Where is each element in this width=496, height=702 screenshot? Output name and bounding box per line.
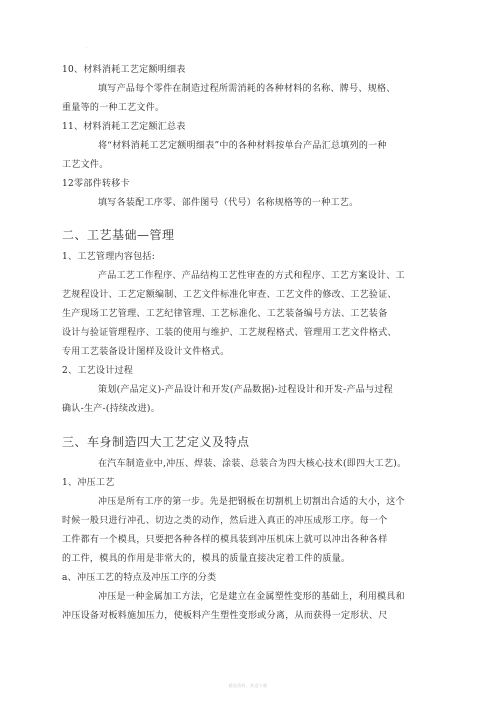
- stamping-para-line-2: 时候一般只进行冲孔、切边之类的动作，然后进入真正的冲压成形工序。每一个: [62, 516, 388, 526]
- stamping-a-heading: a、冲压工艺的特点及冲压工序的分类: [62, 573, 217, 583]
- section-3-heading: 三、车身制造四大工艺定义及特点: [62, 435, 250, 449]
- item-10-body-line-1: 填写产品每个零件在制造过程所需消耗的各种材料的名称、牌号、规格、: [98, 84, 396, 94]
- item-12-body: 填写各装配工序零、部件图号（代号）名称规格等的一种工艺。: [98, 198, 359, 208]
- stamping-a-para-line-1: 冲压是一种金属加工方法，它是建立在金属塑性变形的基础上，利用模具和: [98, 592, 405, 602]
- stamping-para-line-4: 的工件，模具的作用是非常大的，模具的质量直接决定着工件的质量。: [62, 554, 351, 564]
- sub-1-para-line-2: 艺规程设计、工艺定额编制、工艺文件标准化审查、工艺文件的修改、工艺验证、: [62, 290, 397, 300]
- sub-1-heading: 1、工艺管理内容包括:: [62, 252, 156, 262]
- stamping-para-line-1: 冲压是所有工序的第一步。先是把钢板在切割机上切割出合适的大小，这个: [98, 497, 405, 507]
- sub-2-para-line-2: 确认-生产-(持续改进)。: [62, 404, 161, 414]
- sub-2-para-line-1: 策划(产品定义)-产品设计和开发(产品数据)-过程设计和开发-产品与过程: [98, 385, 393, 395]
- sub-1-para-line-5: 专用工艺装备设计图样及设计文件格式。: [62, 347, 230, 357]
- stamping-a-para-line-2: 冲压设备对板料施加压力，使板料产生塑性变形或分离，从而获得一定形状、尺: [62, 611, 388, 621]
- section-2-heading: 二、工艺基础—管理: [62, 228, 175, 242]
- item-11-body-line-1: 将“材料消耗工艺定额明细表”中的各种材料按单台产品汇总填列的一种: [98, 141, 387, 151]
- sub-2-heading: 2、工艺设计过程: [62, 366, 134, 376]
- item-11-heading: 11、材料消耗工艺定额汇总表: [62, 122, 186, 132]
- item-11-body-line-2: 工艺文件。: [62, 160, 109, 170]
- section-3-intro: 在汽车制造业中,冲压、焊装、涂装、总装合为四大核心技术(即四大工艺)。: [98, 459, 407, 469]
- page-footer: 精选资料，欢迎下载: [228, 683, 268, 688]
- stamping-para-line-3: 工件都有一个模具，只要把各种各样的模具装到冲压机床上就可以冲出各种各样: [62, 535, 388, 545]
- item-12-heading: 12零部件转移卡: [62, 179, 130, 189]
- sub-1-para-line-4: 设计与验证管理程序、工装的使用与维护、工艺规程格式、管理用工艺文件格式、: [62, 328, 397, 338]
- top-dot-mark: .: [86, 44, 88, 50]
- sub-1-para-line-1: 产品工艺工作程序、产品结构工艺性审查的方式和程序、工艺方案设计、工: [98, 271, 405, 281]
- item-10-body-line-2: 重量等的一种工艺文件。: [62, 103, 165, 113]
- item-10-heading: 10、材料消耗工艺定额明细表: [62, 65, 186, 75]
- stamping-heading: 1、冲压工艺: [62, 478, 115, 488]
- sub-1-para-line-3: 生产现场工艺管理、工艺纪律管理、工艺标准化、工艺装备编号方法、工艺装备: [62, 309, 388, 319]
